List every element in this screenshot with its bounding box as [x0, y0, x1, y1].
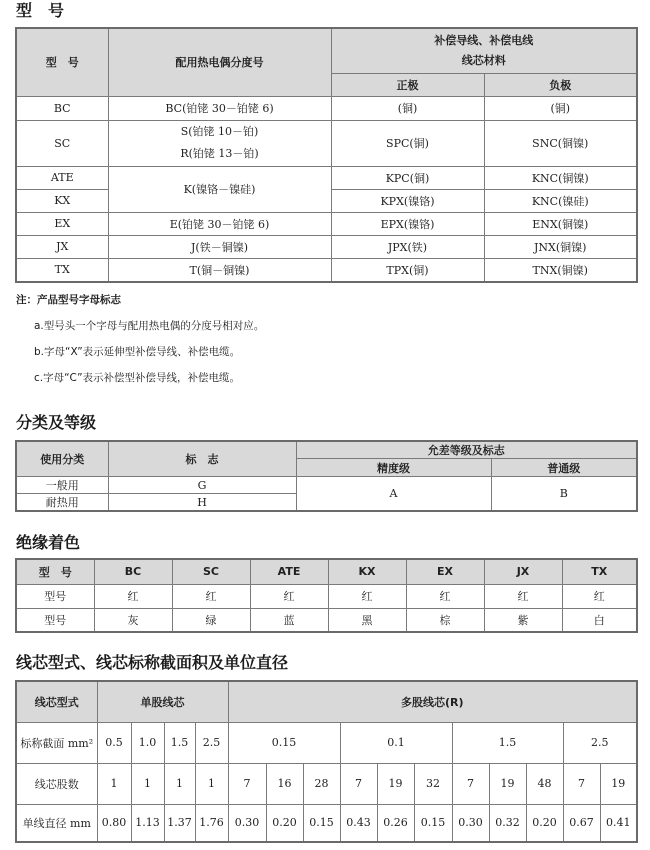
cell-negative: TNX(铜镍) [484, 258, 637, 282]
cell-positive: TPX(铜) [331, 258, 484, 282]
header-core-type: 线芯型式 [16, 681, 97, 722]
multi-section: 0.15 [228, 722, 340, 763]
header-multi-core: 多股线芯(R) [228, 681, 637, 722]
header-material-line1: 补偿导线、补偿电线 [434, 33, 534, 47]
header-mark: 标 志 [108, 441, 296, 477]
header-material-group [331, 28, 637, 73]
note-item: c.字母“C”表示补偿型补偿导线，补偿电缆。 [34, 372, 241, 384]
color-cell: 红 [172, 584, 250, 608]
single-section: 1.0 [131, 722, 164, 763]
core-table [15, 680, 638, 843]
multi-strands: 19 [489, 763, 526, 804]
header-model-tx: TX [562, 559, 637, 584]
header-negative: 负极 [484, 73, 637, 96]
cell-mark: H [108, 494, 296, 512]
cell-negative: SNC(铜镍) [484, 120, 637, 166]
cell-usage: 耐热用 [16, 494, 108, 512]
multi-diameter: 0.20 [266, 804, 303, 842]
table-row-diameter [16, 804, 637, 842]
header-model: 型 号 [16, 28, 108, 96]
cell-thermocouple: T(铜－铜镍) [108, 258, 331, 282]
cell-model: SC [16, 120, 108, 166]
multi-diameter: 0.20 [526, 804, 563, 842]
section-title-grade: 分类及等级 [16, 413, 97, 432]
model-table [15, 27, 638, 283]
cell-model: BC [16, 96, 108, 120]
cell-thermocouple: BC(铂铑 30－铂铑 6) [108, 96, 331, 120]
single-strands: 1 [131, 763, 164, 804]
multi-strands: 28 [303, 763, 340, 804]
multi-diameter: 0.41 [600, 804, 637, 842]
table-row [16, 120, 637, 166]
row-label-section: 标称截面 mm² [16, 722, 97, 763]
multi-strands: 19 [600, 763, 637, 804]
cell-normal: B [491, 477, 637, 512]
row-label: 型号 [16, 608, 94, 632]
table-row [16, 212, 637, 235]
cell-positive: JPX(铁) [331, 235, 484, 258]
multi-section: 0.1 [340, 722, 452, 763]
single-strands: 1 [164, 763, 195, 804]
color-table [15, 558, 638, 633]
header-usage: 使用分类 [16, 441, 108, 477]
grade-table [15, 440, 638, 512]
header-model-jx: JX [484, 559, 562, 584]
header-tolerance: 允差等级及标志 [296, 441, 637, 459]
multi-strands: 32 [414, 763, 452, 804]
multi-strands: 16 [266, 763, 303, 804]
row-label-diameter: 单线直径 mm [16, 804, 97, 842]
color-cell: 蓝 [250, 608, 328, 632]
cell-positive: (铜) [331, 96, 484, 120]
cell-model: EX [16, 212, 108, 235]
multi-strands: 48 [526, 763, 563, 804]
color-cell: 灰 [94, 608, 172, 632]
multi-section: 1.5 [452, 722, 563, 763]
color-cell: 红 [328, 584, 406, 608]
table-row [16, 258, 637, 282]
cell-negative: (铜) [484, 96, 637, 120]
notes-title: 注：产品型号字母标志 [16, 294, 121, 306]
single-diameter: 1.13 [131, 804, 164, 842]
header-model-bc: BC [94, 559, 172, 584]
color-cell: 红 [562, 584, 637, 608]
multi-diameter: 0.15 [303, 804, 340, 842]
section-title-color: 绝缘着色 [16, 533, 81, 552]
single-strands: 1 [195, 763, 228, 804]
cell-thermocouple [108, 120, 331, 166]
header-material-line2: 线芯材料 [461, 53, 506, 67]
table-row [16, 477, 637, 494]
multi-strands: 7 [228, 763, 266, 804]
table-row [16, 235, 637, 258]
cell-thermocouple: E(铂铑 30－铂铑 6) [108, 212, 331, 235]
cell-model: TX [16, 258, 108, 282]
multi-diameter: 0.30 [452, 804, 489, 842]
table-row-section [16, 722, 637, 763]
cell-negative: KNC(铜镍) [484, 166, 637, 189]
multi-section: 2.5 [563, 722, 637, 763]
single-section: 0.5 [97, 722, 131, 763]
cell-negative: JNX(铜镍) [484, 235, 637, 258]
section-title-model: 型 号 [16, 1, 65, 20]
multi-strands: 7 [563, 763, 600, 804]
row-label: 型号 [16, 584, 94, 608]
header-model-sc: SC [172, 559, 250, 584]
cell-thermocouple-line1: S(铂铑 10－铂) [180, 125, 259, 138]
table-row [16, 96, 637, 120]
cell-model: KX [16, 189, 108, 212]
cell-positive: EPX(镍铬) [331, 212, 484, 235]
single-section: 1.5 [164, 722, 195, 763]
cell-model: JX [16, 235, 108, 258]
multi-strands: 7 [452, 763, 489, 804]
cell-negative: KNC(镍硅) [484, 189, 637, 212]
color-cell: 棕 [406, 608, 484, 632]
cell-precision: A [296, 477, 491, 512]
color-cell: 红 [250, 584, 328, 608]
cell-thermocouple: K(镍铬－镍硅) [108, 166, 331, 212]
multi-strands: 7 [340, 763, 377, 804]
cell-thermocouple: J(铁－铜镍) [108, 235, 331, 258]
cell-positive: SPC(铜) [331, 120, 484, 166]
header-model-ate: ATE [250, 559, 328, 584]
header-precision: 精度级 [296, 459, 491, 477]
color-cell: 红 [484, 584, 562, 608]
header-model-kx: KX [328, 559, 406, 584]
header-model-ex: EX [406, 559, 484, 584]
table-row [16, 608, 637, 632]
table-row [16, 166, 637, 189]
note-item: b.字母“X”表示延伸型补偿导线、补偿电缆。 [34, 346, 241, 358]
single-strands: 1 [97, 763, 131, 804]
multi-diameter: 0.30 [228, 804, 266, 842]
cell-thermocouple-line2: R(铂铑 13－铂) [180, 147, 259, 160]
header-thermocouple: 配用热电偶分度号 [108, 28, 331, 96]
row-label-strands: 线芯股数 [16, 763, 97, 804]
cell-negative: ENX(铜镍) [484, 212, 637, 235]
multi-diameter: 0.43 [340, 804, 377, 842]
multi-strands: 19 [377, 763, 414, 804]
header-model: 型 号 [16, 559, 94, 584]
color-cell: 红 [406, 584, 484, 608]
cell-model: ATE [16, 166, 108, 189]
multi-diameter: 0.26 [377, 804, 414, 842]
section-title-core: 线芯型式、线芯标称截面积及单位直径 [16, 653, 289, 672]
single-diameter: 1.37 [164, 804, 195, 842]
color-cell: 绿 [172, 608, 250, 632]
cell-usage: 一般用 [16, 477, 108, 494]
cell-positive: KPC(铜) [331, 166, 484, 189]
color-cell: 紫 [484, 608, 562, 632]
header-single-core: 单股线芯 [97, 681, 228, 722]
single-diameter: 1.76 [195, 804, 228, 842]
color-cell: 白 [562, 608, 637, 632]
header-positive: 正极 [331, 73, 484, 96]
table-row [16, 584, 637, 608]
header-normal: 普通级 [491, 459, 637, 477]
single-diameter: 0.80 [97, 804, 131, 842]
note-item: a.型号头一个字母与配用热电偶的分度号相对应。 [34, 320, 265, 332]
multi-diameter: 0.67 [563, 804, 600, 842]
single-section: 2.5 [195, 722, 228, 763]
color-cell: 黑 [328, 608, 406, 632]
multi-diameter: 0.15 [414, 804, 452, 842]
multi-diameter: 0.32 [489, 804, 526, 842]
cell-positive: KPX(镍铬) [331, 189, 484, 212]
color-cell: 红 [94, 584, 172, 608]
table-row-strands [16, 763, 637, 804]
cell-mark: G [108, 477, 296, 494]
